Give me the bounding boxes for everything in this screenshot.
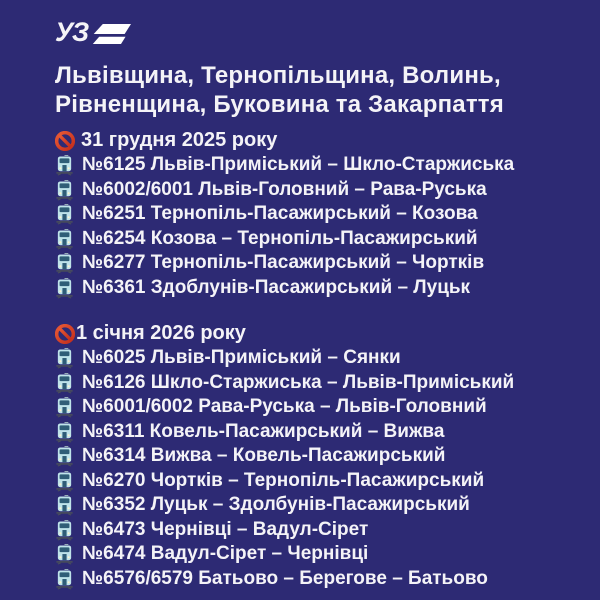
train-list-item [55, 469, 570, 494]
section-date: 1 січня 2026 року [76, 322, 246, 344]
uz-logo [55, 16, 570, 48]
train-list-item [55, 251, 570, 276]
train-route-text: №6254 Козова – Тернопіль-Пасажирський [82, 227, 478, 249]
train-list-item [55, 346, 570, 371]
train-route-text: №6352 Луцьк – Здолбунів-Пасажирський [82, 494, 470, 516]
train-list-item [55, 420, 570, 445]
train-list-item [55, 518, 570, 543]
train-route-text: №6126 Шкло-Старжиська – Львів-Приміський [82, 371, 515, 393]
train-route-text: №6311 Ковель-Пасажирський – Вижва [82, 420, 445, 442]
section-date-header [55, 128, 570, 153]
train-icon [55, 544, 74, 565]
section-date: 31 грудня 2025 року [81, 129, 278, 151]
train-section [55, 321, 570, 591]
train-icon [55, 373, 74, 394]
train-list-item [55, 542, 570, 567]
train-route-text: №6025 Львів-Приміський – Сянки [82, 347, 401, 369]
title-line-2: Рівненщина, Буковина та Закарпаття [55, 91, 504, 118]
train-icon [55, 569, 74, 590]
train-icon [55, 422, 74, 443]
train-route-text: №6361 Здоблунів-Пасажирський – Луцьк [82, 276, 471, 298]
train-route-text: №6001/6002 Рава-Руська – Львів-Головний [82, 396, 487, 418]
train-list-item [55, 493, 570, 518]
train-icon [55, 278, 74, 299]
uz-logo-text: УЗ [55, 16, 89, 47]
train-icon [55, 348, 74, 369]
train-route-text: №6473 Чернівці – Вадул-Сірет [82, 518, 369, 540]
train-route-text: №6002/6001 Львів-Головний – Рава-Руська [82, 178, 487, 200]
train-list-item [55, 276, 570, 301]
train-list-item [55, 178, 570, 203]
train-icon [55, 495, 74, 516]
train-icon [55, 471, 74, 492]
train-icon [55, 229, 74, 250]
no-entry-icon [55, 324, 75, 344]
train-list-item [55, 153, 570, 178]
train-route-text: №6314 Вижва – Ковель-Пасажирський [82, 445, 446, 467]
train-section [55, 128, 570, 300]
train-route-text: №6270 Чортків – Тернопіль-Пасажирський [82, 469, 485, 491]
title-line-1: Львівщина, Тернопільщина, Волинь, [55, 62, 501, 89]
train-list-item [55, 444, 570, 469]
train-route-text: №6125 Львів-Приміський – Шкло-Старжиська [82, 154, 515, 176]
train-list-item [55, 567, 570, 592]
train-route-text: №6277 Тернопіль-Пасажирський – Чортків [82, 252, 485, 274]
train-icon [55, 446, 74, 467]
train-route-text: №6474 Вадул-Сірет – Чернівці [82, 543, 369, 565]
train-icon [55, 520, 74, 541]
train-list-item [55, 227, 570, 252]
train-route-text: №6251 Тернопіль-Пасажирський – Козова [82, 203, 478, 225]
uz-logo-stripes-icon [91, 22, 131, 46]
train-icon [55, 397, 74, 418]
section-date-header [55, 321, 570, 346]
train-list [55, 346, 570, 591]
train-icon [55, 204, 74, 225]
train-list-item [55, 371, 570, 396]
train-icon [55, 155, 74, 176]
train-icon [55, 180, 74, 201]
train-list [55, 153, 570, 300]
train-route-text: №6576/6579 Батьово – Берегове – Батьово [82, 567, 488, 589]
sections-container [55, 128, 570, 591]
train-list-item [55, 202, 570, 227]
page-title [55, 61, 570, 119]
no-entry-icon [55, 131, 75, 151]
train-list-item [55, 395, 570, 420]
train-icon [55, 253, 74, 274]
